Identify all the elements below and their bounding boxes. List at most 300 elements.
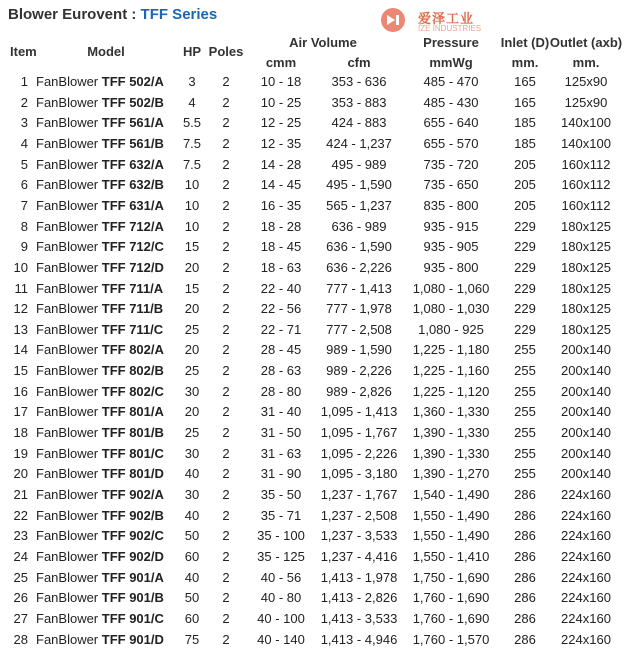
- row-cfm: 495 - 989: [331, 156, 387, 172]
- row-cmm: 22 - 40: [260, 280, 302, 296]
- row-inlet: 286: [514, 590, 536, 606]
- row-poles: 2: [222, 218, 230, 234]
- row-cfm: 1,237 - 2,508: [320, 507, 398, 523]
- row-item-number: 13: [13, 321, 28, 337]
- logo-text-en: IZE INDUSTRIES: [418, 24, 482, 33]
- row-model-code: TFF 801/A: [101, 404, 164, 420]
- row-poles: 2: [222, 177, 230, 193]
- table-row: [0, 258, 637, 279]
- row-pressure: 1,225 - 1,180: [412, 342, 490, 358]
- row-model: [36, 113, 164, 134]
- row-item-number: 16: [13, 383, 28, 399]
- row-cfm: 495 - 1,590: [326, 177, 392, 193]
- row-cfm: 1,095 - 1,413: [320, 404, 398, 420]
- row-cfm: 636 - 2,226: [326, 259, 392, 275]
- row-model-code: TFF 712/D: [101, 259, 164, 275]
- row-hp: 20: [184, 404, 200, 420]
- row-poles: 2: [222, 301, 230, 317]
- row-brand: FanBlower: [36, 404, 99, 420]
- row-inlet: 255: [514, 404, 536, 420]
- row-hp: 20: [184, 342, 200, 358]
- row-hp: 20: [184, 259, 200, 275]
- row-brand: FanBlower: [36, 466, 99, 482]
- row-item-number: 27: [13, 610, 28, 626]
- row-outlet: 140x100: [561, 115, 611, 131]
- row-cfm: 1,095 - 3,180: [320, 466, 398, 482]
- row-cmm: 31 - 50: [260, 425, 302, 441]
- table-row: [0, 93, 637, 114]
- row-pressure: 1,080 - 1,060: [412, 280, 490, 296]
- row-cfm: 636 - 989: [331, 218, 387, 234]
- row-outlet: 180x125: [561, 280, 611, 296]
- table-row: [0, 299, 637, 320]
- row-model-code: TFF 901/A: [101, 569, 164, 585]
- row-poles: 2: [222, 466, 230, 482]
- row-inlet: 229: [514, 280, 536, 296]
- row-brand: FanBlower: [36, 590, 99, 606]
- row-poles: 2: [222, 610, 230, 626]
- table-row: [0, 320, 637, 341]
- row-hp: 25: [184, 321, 200, 337]
- row-poles: 2: [222, 425, 230, 441]
- row-model-code: TFF 901/C: [101, 610, 164, 626]
- header-model: Model: [87, 44, 125, 59]
- row-outlet: 224x160: [561, 528, 611, 544]
- table-row: [0, 547, 637, 568]
- row-brand: FanBlower: [36, 197, 99, 213]
- row-item-number: 4: [20, 135, 28, 151]
- row-item-number: 17: [13, 404, 28, 420]
- row-hp: 7.5: [182, 135, 202, 151]
- row-cfm: 1,095 - 2,226: [320, 445, 398, 461]
- row-brand: FanBlower: [36, 425, 99, 441]
- row-poles: 2: [222, 156, 230, 172]
- table-row: [0, 630, 637, 651]
- row-item-number: 1: [20, 74, 28, 89]
- row-brand: FanBlower: [36, 507, 99, 523]
- title-prefix: Blower Eurovent :: [8, 6, 137, 23]
- row-model: [36, 72, 164, 93]
- row-pressure: 1,080 - 1,030: [412, 301, 490, 317]
- row-item-number: 8: [20, 218, 28, 234]
- row-pressure: 1,390 - 1,270: [412, 466, 490, 482]
- row-inlet: 255: [514, 363, 536, 379]
- header-outlet-unit: mm.: [572, 55, 600, 70]
- row-inlet: 286: [514, 610, 536, 626]
- table-row: [0, 217, 637, 238]
- row-poles: 2: [222, 383, 230, 399]
- row-cmm: 35 - 125: [257, 548, 305, 564]
- row-model-code: TFF 902/A: [101, 487, 164, 502]
- header-cmm: cmm: [265, 55, 297, 70]
- row-hp: 30: [184, 383, 200, 399]
- row-model-code: TFF 631/A: [101, 197, 164, 213]
- row-hp: 30: [184, 487, 200, 502]
- row-hp: 10: [184, 177, 200, 193]
- row-model: [36, 630, 164, 651]
- row-outlet: 125x90: [564, 94, 608, 110]
- row-pressure: 935 - 800: [423, 259, 479, 275]
- row-inlet: 165: [514, 94, 536, 110]
- row-outlet: 200x140: [561, 363, 611, 379]
- row-model: [36, 506, 164, 527]
- row-model-code: TFF 802/A: [101, 342, 164, 358]
- row-brand: FanBlower: [36, 115, 99, 131]
- table-row: [0, 609, 637, 630]
- row-brand: FanBlower: [36, 218, 99, 234]
- row-outlet: 180x125: [561, 301, 611, 317]
- row-poles: 2: [222, 487, 230, 502]
- header-item: Item: [10, 44, 37, 59]
- row-model: [36, 588, 164, 609]
- row-brand: FanBlower: [36, 631, 99, 647]
- row-model-code: TFF 901/B: [101, 590, 164, 606]
- row-item-number: 20: [13, 466, 28, 482]
- row-model: [36, 217, 164, 238]
- row-hp: 25: [184, 363, 200, 379]
- header-air-volume: Air Volume: [289, 35, 357, 50]
- row-hp: 75: [184, 631, 200, 647]
- row-brand: FanBlower: [36, 239, 99, 255]
- row-inlet: 286: [514, 507, 536, 523]
- table-row: [0, 196, 637, 217]
- row-inlet: 286: [514, 569, 536, 585]
- header-inlet-unit: mm.: [511, 55, 539, 70]
- row-model: [36, 382, 164, 403]
- row-item-number: 10: [13, 259, 28, 275]
- row-inlet: 229: [514, 218, 536, 234]
- row-model: [36, 196, 164, 217]
- row-pressure: 1,550 - 1,410: [412, 548, 490, 564]
- row-item-number: 24: [13, 548, 28, 564]
- row-model-code: TFF 561/A: [101, 115, 164, 131]
- row-poles: 2: [222, 94, 230, 110]
- row-inlet: 286: [514, 528, 536, 544]
- row-cmm: 31 - 90: [260, 466, 302, 482]
- row-brand: FanBlower: [36, 259, 99, 275]
- row-pressure: 935 - 915: [423, 218, 479, 234]
- row-hp: 50: [184, 528, 200, 544]
- row-hp: 15: [184, 239, 200, 255]
- row-cfm: 1,095 - 1,767: [320, 425, 398, 441]
- row-pressure: 1,550 - 1,490: [412, 528, 490, 544]
- row-pressure: 1,080 - 925: [418, 321, 484, 337]
- row-poles: 2: [222, 445, 230, 461]
- row-pressure: 1,360 - 1,330: [412, 404, 490, 420]
- row-cfm: 1,237 - 1,767: [320, 487, 398, 502]
- row-pressure: 485 - 470: [423, 74, 479, 89]
- row-cmm: 18 - 63: [260, 259, 302, 275]
- row-inlet: 205: [514, 197, 536, 213]
- row-model: [36, 444, 164, 465]
- row-brand: FanBlower: [36, 610, 99, 626]
- row-outlet: 224x160: [561, 569, 611, 585]
- row-model-code: TFF 502/A: [101, 74, 164, 89]
- row-model: [36, 134, 164, 155]
- row-item-number: 14: [13, 342, 28, 358]
- header-cfm: cfm: [347, 55, 371, 70]
- row-outlet: 200x140: [561, 342, 611, 358]
- row-hp: 60: [184, 610, 200, 626]
- table-row: [0, 464, 637, 485]
- row-cfm: 1,413 - 3,533: [320, 610, 398, 626]
- row-model-code: TFF 902/D: [101, 548, 164, 564]
- row-pressure: 1,390 - 1,330: [412, 445, 490, 461]
- row-outlet: 200x140: [561, 445, 611, 461]
- table-row: [0, 134, 637, 155]
- row-outlet: 224x160: [561, 590, 611, 606]
- row-poles: 2: [222, 404, 230, 420]
- row-poles: 2: [222, 197, 230, 213]
- row-cmm: 28 - 63: [260, 363, 302, 379]
- table-row: [0, 113, 637, 134]
- row-brand: FanBlower: [36, 445, 99, 461]
- row-cmm: 31 - 40: [260, 404, 302, 420]
- row-hp: 7.5: [182, 156, 202, 172]
- table-row: [0, 423, 637, 444]
- row-cfm: 989 - 2,826: [326, 383, 392, 399]
- row-poles: 2: [222, 507, 230, 523]
- row-model: [36, 423, 164, 444]
- row-model: [36, 568, 164, 589]
- row-model: [36, 320, 163, 341]
- row-pressure: 485 - 430: [423, 94, 479, 110]
- row-hp: 15: [184, 280, 200, 296]
- row-cmm: 35 - 100: [257, 528, 305, 544]
- row-item-number: 23: [13, 528, 28, 544]
- row-inlet: 255: [514, 445, 536, 461]
- row-item-number: 15: [13, 363, 28, 379]
- row-cmm: 28 - 80: [260, 383, 302, 399]
- row-model: [36, 340, 164, 361]
- row-cmm: 40 - 80: [260, 590, 302, 606]
- row-brand: FanBlower: [36, 280, 99, 296]
- row-cmm: 40 - 100: [257, 610, 305, 626]
- row-model: [36, 485, 164, 506]
- table-row: [0, 155, 637, 176]
- row-outlet: 140x100: [561, 135, 611, 151]
- title-series: TFF Series: [140, 6, 218, 23]
- row-cmm: 35 - 50: [260, 487, 302, 502]
- row-model-code: TFF 802/B: [101, 363, 164, 379]
- row-inlet: 229: [514, 259, 536, 275]
- row-poles: 2: [222, 115, 230, 131]
- row-outlet: 224x160: [561, 487, 611, 502]
- row-model-code: TFF 712/C: [101, 239, 164, 255]
- row-model-code: TFF 561/B: [101, 135, 164, 151]
- row-item-number: 11: [14, 280, 28, 296]
- row-cmm: 14 - 45: [260, 177, 302, 193]
- row-item-number: 6: [20, 177, 28, 193]
- table-row: [0, 340, 637, 361]
- row-pressure: 655 - 640: [423, 115, 479, 131]
- row-cmm: 10 - 25: [260, 94, 302, 110]
- row-model-code: TFF 711/C: [101, 321, 164, 337]
- table-row: [0, 72, 637, 93]
- row-model: [36, 402, 164, 423]
- row-poles: 2: [222, 74, 230, 89]
- row-cfm: 1,413 - 2,826: [320, 590, 398, 606]
- row-brand: FanBlower: [36, 528, 99, 544]
- row-hp: 10: [184, 197, 200, 213]
- row-pressure: 935 - 905: [423, 239, 479, 255]
- row-cmm: 10 - 18: [260, 74, 302, 89]
- logo-text-cn: 爱泽工业: [418, 11, 475, 26]
- row-model: [36, 526, 164, 547]
- row-cmm: 14 - 28: [260, 156, 302, 172]
- row-pressure: 1,390 - 1,330: [412, 425, 490, 441]
- row-item-number: 18: [13, 425, 28, 441]
- row-cmm: 22 - 56: [260, 301, 302, 317]
- table-row: [0, 568, 637, 589]
- row-cfm: 636 - 1,590: [326, 239, 392, 255]
- row-cfm: 1,237 - 4,416: [320, 548, 398, 564]
- row-inlet: 255: [514, 425, 536, 441]
- row-pressure: 1,225 - 1,160: [412, 363, 490, 379]
- row-model: [36, 464, 164, 485]
- table-row: [0, 279, 637, 300]
- row-cfm: 777 - 1,413: [326, 280, 392, 296]
- row-item-number: 22: [13, 507, 28, 523]
- row-poles: 2: [222, 631, 230, 647]
- row-pressure: 1,550 - 1,490: [412, 507, 490, 523]
- row-inlet: 255: [514, 342, 536, 358]
- row-model-code: TFF 902/C: [101, 528, 164, 544]
- row-model: [36, 609, 164, 630]
- row-model: [36, 547, 164, 568]
- row-brand: FanBlower: [36, 177, 99, 193]
- row-outlet: 125x90: [564, 74, 608, 89]
- row-model: [36, 237, 164, 258]
- row-poles: 2: [222, 363, 230, 379]
- row-pressure: 735 - 720: [423, 156, 479, 172]
- row-model: [36, 155, 164, 176]
- row-model-code: TFF 802/C: [101, 383, 164, 399]
- row-cfm: 777 - 2,508: [326, 321, 392, 337]
- row-brand: FanBlower: [36, 363, 99, 379]
- row-outlet: 224x160: [561, 507, 611, 523]
- row-poles: 2: [222, 569, 230, 585]
- row-cmm: 40 - 56: [260, 569, 302, 585]
- row-model: [36, 361, 164, 382]
- row-item-number: 12: [13, 301, 28, 317]
- row-item-number: 7: [20, 197, 28, 213]
- row-model-code: TFF 712/A: [101, 218, 164, 234]
- table-row: [0, 485, 637, 506]
- table-row: [0, 506, 637, 527]
- table-row: [0, 382, 637, 403]
- row-item-number: 9: [20, 239, 28, 255]
- row-inlet: 165: [514, 74, 536, 89]
- row-cfm: 1,413 - 1,978: [320, 569, 398, 585]
- row-brand: FanBlower: [36, 74, 99, 89]
- row-poles: 2: [222, 321, 230, 337]
- row-model-code: TFF 801/D: [101, 466, 164, 482]
- header-mmwg: mmWg: [429, 55, 473, 70]
- row-cmm: 12 - 25: [260, 115, 302, 131]
- row-outlet: 160x112: [561, 177, 611, 193]
- row-poles: 2: [222, 590, 230, 606]
- row-inlet: 255: [514, 383, 536, 399]
- row-inlet: 229: [514, 321, 536, 337]
- row-hp: 10: [184, 218, 200, 234]
- row-inlet: 286: [514, 548, 536, 564]
- row-cfm: 989 - 1,590: [326, 342, 392, 358]
- row-hp: 40: [184, 466, 200, 482]
- row-item-number: 19: [13, 445, 28, 461]
- table-row: [0, 444, 637, 465]
- row-model: [36, 279, 163, 300]
- row-outlet: 200x140: [561, 425, 611, 441]
- row-pressure: 1,760 - 1,690: [412, 610, 490, 626]
- row-model-code: TFF 801/B: [101, 425, 164, 441]
- row-cmm: 18 - 28: [260, 218, 302, 234]
- row-model-code: TFF 711/B: [101, 301, 164, 317]
- row-hp: 25: [184, 425, 200, 441]
- row-model: [36, 299, 163, 320]
- row-item-number: 2: [20, 94, 28, 110]
- row-poles: 2: [222, 548, 230, 564]
- row-outlet: 200x140: [561, 466, 611, 482]
- row-outlet: 180x125: [561, 321, 611, 337]
- row-brand: FanBlower: [36, 383, 99, 399]
- row-brand: FanBlower: [36, 156, 99, 172]
- row-outlet: 180x125: [561, 218, 611, 234]
- table-row: [0, 526, 637, 547]
- row-cfm: 424 - 883: [331, 115, 387, 131]
- row-pressure: 1,760 - 1,570: [412, 631, 490, 647]
- header-poles: Poles: [208, 44, 244, 59]
- row-cfm: 353 - 636: [331, 74, 387, 89]
- row-cfm: 424 - 1,237: [326, 135, 392, 151]
- row-poles: 2: [222, 239, 230, 255]
- row-poles: 2: [222, 342, 230, 358]
- table-row: [0, 175, 637, 196]
- row-item-number: 28: [13, 631, 28, 647]
- header-inlet: Inlet (D): [500, 35, 550, 50]
- row-outlet: 224x160: [561, 631, 611, 647]
- table-row: [0, 361, 637, 382]
- row-hp: 40: [184, 569, 200, 585]
- row-outlet: 200x140: [561, 404, 611, 420]
- row-brand: FanBlower: [36, 301, 99, 317]
- row-item-number: 5: [20, 156, 28, 172]
- row-outlet: 224x160: [561, 548, 611, 564]
- header-outlet: Outlet (axb): [549, 35, 623, 50]
- row-poles: 2: [222, 259, 230, 275]
- row-cmm: 40 - 140: [257, 631, 305, 647]
- row-cmm: 18 - 45: [260, 239, 302, 255]
- row-item-number: 25: [13, 569, 28, 585]
- row-inlet: 205: [514, 156, 536, 172]
- row-poles: 2: [222, 280, 230, 296]
- row-inlet: 286: [514, 631, 536, 647]
- row-item-number: 21: [13, 487, 28, 502]
- row-pressure: 835 - 800: [423, 197, 479, 213]
- row-item-number: 26: [13, 590, 28, 606]
- row-cfm: 1,413 - 4,946: [320, 631, 398, 647]
- row-cmm: 16 - 35: [260, 197, 302, 213]
- row-poles: 2: [222, 528, 230, 544]
- row-cmm: 12 - 35: [260, 135, 302, 151]
- row-model-code: TFF 902/B: [101, 507, 164, 523]
- row-cfm: 989 - 2,226: [326, 363, 392, 379]
- row-item-number: 3: [20, 115, 28, 131]
- row-hp: 5.5: [182, 115, 202, 131]
- row-cmm: 35 - 71: [260, 507, 302, 523]
- row-inlet: 286: [514, 487, 536, 502]
- row-outlet: 200x140: [561, 383, 611, 399]
